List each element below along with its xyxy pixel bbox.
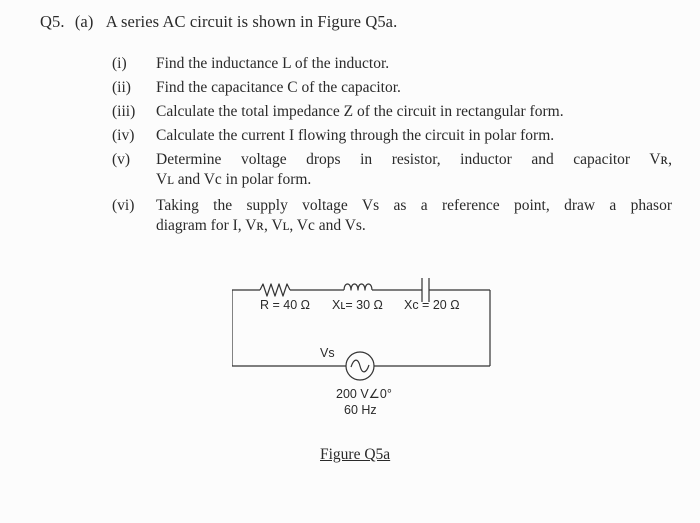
figure-caption: Figure Q5a: [320, 446, 391, 463]
resistor-symbol: [260, 284, 290, 296]
sub-question-text-cont: Vʟ and Vc in polar form.: [156, 171, 312, 188]
series-ac-circuit-diagram: [232, 268, 494, 433]
ac-source-sine: [351, 360, 369, 372]
sub-question-number: (vi): [112, 197, 135, 214]
source-frequency: 60 Hz: [344, 403, 377, 417]
sub-question-number: (i): [112, 55, 127, 72]
sub-question-iv: [112, 126, 672, 146]
sub-question-vi: [112, 196, 672, 236]
sub-question-number: (ii): [112, 79, 131, 96]
question-heading: [40, 12, 397, 32]
sub-question-v: [112, 150, 672, 190]
question-number: Q5.: [40, 12, 65, 31]
sub-question-text: Calculate the current I flowing through the circuit in polar form.: [156, 127, 555, 144]
source-label: Vs: [320, 346, 335, 360]
question-intro: A series AC circuit is shown in Figure Q5a.: [105, 12, 398, 31]
sub-question-text-cont: diagram for I, Vʀ, Vʟ, Vc and Vs.: [156, 217, 366, 234]
sub-question-text: Taking the supply voltage Vs as a reference point, draw a phasor: [156, 197, 672, 214]
capacitor-reactance-label: Xc = 20 Ω: [404, 298, 460, 312]
sub-question-text: Find the capacitance C of the capacitor.: [156, 79, 401, 96]
sub-question-list: [112, 54, 672, 240]
resistor-label: R = 40 Ω: [260, 298, 310, 312]
source-voltage: 200 V∠0°: [336, 387, 392, 401]
sub-question-number: (iii): [112, 103, 136, 120]
sub-question-number: (v): [112, 151, 131, 168]
sub-question-iii: [112, 102, 672, 122]
inductor-reactance-label: Xʟ= 30 Ω: [332, 298, 383, 312]
inductor-symbol: [344, 284, 372, 290]
sub-question-ii: [112, 78, 672, 98]
sub-question-text: Calculate the total impedance Z of the circuit in rectangular form.: [156, 103, 564, 120]
sub-question-text: Determine voltage drops in resistor, inductor and capacitor Vʀ,: [156, 151, 672, 168]
sub-question-number: (iv): [112, 127, 135, 144]
sub-question-text: Find the inductance L of the inductor.: [156, 55, 390, 72]
question-part: (a): [74, 12, 94, 31]
sub-question-i: [112, 54, 672, 74]
